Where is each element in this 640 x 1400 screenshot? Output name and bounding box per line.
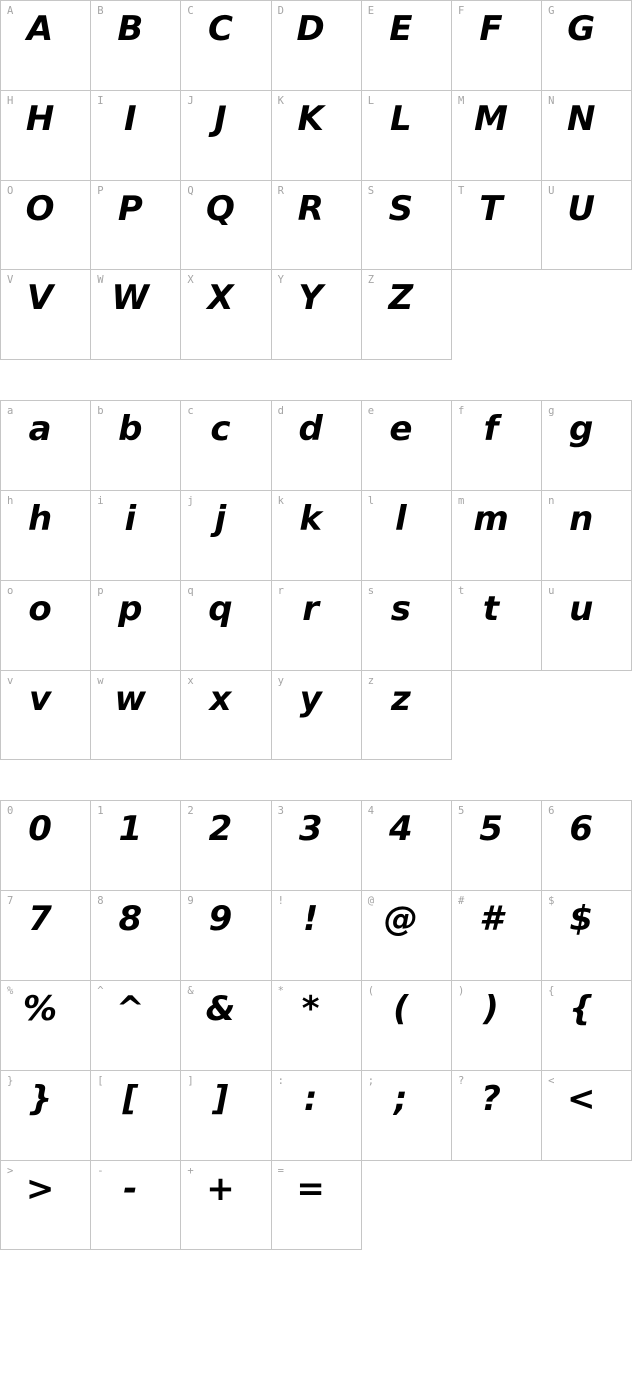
char-glyph: ^ [116, 988, 145, 1029]
char-glyph: B [117, 9, 144, 49]
char-label: T [457, 184, 465, 197]
char-label: G [548, 5, 555, 17]
char-glyph: W [111, 278, 150, 319]
char-cell [91, 670, 181, 760]
char-glyph: b [118, 409, 143, 450]
char-label: > [7, 1164, 14, 1177]
char-label: q [187, 584, 194, 597]
char-glyph: d [298, 409, 323, 450]
char-cell [542, 1, 632, 91]
char-label: X [187, 274, 194, 287]
char-label: } [7, 1074, 14, 1087]
char-glyph: A [26, 9, 54, 49]
char-glyph: D [296, 9, 325, 49]
char-label: v [7, 674, 14, 687]
char-glyph: G [567, 9, 596, 49]
char-cell [271, 401, 361, 491]
char-cell [451, 90, 541, 180]
char-label: U [548, 184, 555, 197]
char-glyph: i [124, 498, 137, 539]
char-label: K [277, 94, 284, 107]
char-glyph: J [214, 98, 227, 139]
char-glyph: 8 [118, 899, 143, 940]
char-cell [1, 580, 91, 670]
char-glyph: w [114, 678, 146, 719]
charmap-row [1, 490, 632, 580]
char-glyph: = [296, 1168, 325, 1209]
char-label: z [367, 674, 375, 687]
char-label: # [457, 895, 465, 908]
char-label: = [277, 1164, 284, 1177]
char-label: B [97, 5, 104, 17]
char-label: O [7, 184, 14, 197]
char-cell [1, 1160, 91, 1250]
char-glyph: Y [298, 278, 323, 319]
char-glyph: M [474, 98, 508, 139]
char-glyph: f [483, 409, 499, 450]
char-glyph: @ [383, 899, 418, 940]
char-label: 4 [367, 805, 375, 818]
char-glyph: y [299, 678, 322, 719]
char-cell [181, 1, 271, 91]
charmap-row [1, 180, 632, 270]
char-glyph: O [25, 188, 55, 229]
char-label: u [548, 584, 555, 597]
char-glyph: ! [302, 899, 319, 940]
char-cell [1, 270, 91, 360]
char-label: d [277, 405, 284, 418]
char-label: ] [187, 1074, 194, 1087]
char-label: L [367, 94, 375, 107]
char-glyph: Q [206, 188, 235, 229]
char-glyph: # [479, 899, 503, 940]
char-label: b [97, 405, 104, 418]
char-label: : [277, 1074, 284, 1087]
char-cell [451, 980, 541, 1070]
char-cell [1, 401, 91, 491]
char-cell [542, 1070, 632, 1160]
char-glyph: ] [212, 1078, 229, 1119]
char-cell [271, 580, 361, 670]
char-cell [1, 490, 91, 580]
char-cell [1, 670, 91, 760]
char-glyph: c [210, 409, 231, 450]
char-cell [181, 270, 271, 360]
char-cell [271, 270, 361, 360]
char-glyph: z [390, 678, 411, 719]
char-cell [1, 1, 91, 91]
char-cell [542, 801, 632, 891]
char-label: Y [277, 274, 284, 287]
char-glyph: k [299, 498, 322, 539]
char-glyph: e [389, 409, 413, 450]
char-cell [451, 801, 541, 891]
char-label: 5 [457, 805, 465, 818]
char-label: H [7, 94, 14, 107]
char-glyph: - [123, 1168, 138, 1209]
char-glyph: + [206, 1168, 235, 1209]
char-glyph: L [390, 98, 412, 139]
char-label: e [367, 405, 375, 418]
char-glyph: 1 [118, 809, 143, 850]
char-label: D [277, 5, 284, 17]
char-cell [91, 980, 181, 1070]
char-cell [361, 670, 451, 760]
char-cell [91, 90, 181, 180]
char-glyph: 2 [208, 809, 233, 850]
char-glyph: 7 [28, 899, 52, 940]
lowercase-table [0, 400, 632, 760]
charmap-row [1, 401, 632, 491]
char-label: < [548, 1074, 555, 1087]
char-cell [271, 980, 361, 1070]
char-cell [271, 180, 361, 270]
char-label: m [457, 494, 465, 507]
uppercase-table [0, 0, 632, 360]
char-cell [542, 891, 632, 981]
char-cell [361, 1070, 451, 1160]
char-cell [1, 801, 91, 891]
char-cell [271, 1160, 361, 1250]
char-glyph: a [28, 409, 52, 450]
char-label: h [7, 494, 14, 507]
char-label: { [548, 984, 555, 997]
char-label: ; [367, 1074, 375, 1087]
char-glyph: F [479, 9, 503, 49]
char-cell [271, 891, 361, 981]
char-cell [1, 980, 91, 1070]
char-glyph: N [566, 98, 596, 139]
char-glyph: 4 [389, 809, 413, 850]
char-glyph: I [123, 98, 137, 139]
char-cell [451, 891, 541, 981]
char-glyph: h [27, 498, 53, 539]
char-label: p [97, 584, 104, 597]
char-cell [451, 401, 541, 491]
char-cell [451, 1, 541, 91]
char-cell [361, 801, 451, 891]
char-label: ^ [97, 984, 104, 997]
char-cell [181, 980, 271, 1070]
char-glyph: s [390, 588, 411, 629]
char-cell [91, 270, 181, 360]
char-label: [ [97, 1074, 104, 1087]
char-label: * [277, 984, 284, 997]
char-label: 3 [277, 805, 284, 818]
char-label: n [548, 494, 555, 507]
char-glyph: & [205, 988, 236, 1029]
char-glyph: 3 [298, 809, 323, 850]
char-cell [361, 90, 451, 180]
char-cell [91, 801, 181, 891]
char-label: I [97, 94, 104, 107]
char-glyph: 0 [28, 809, 52, 850]
charmap-row [1, 1, 632, 91]
char-label: y [277, 674, 284, 687]
char-cell [181, 490, 271, 580]
char-cell [91, 1070, 181, 1160]
char-label: Q [187, 184, 194, 197]
char-glyph: K [297, 98, 324, 139]
char-glyph: [ [122, 1078, 139, 1119]
char-cell [181, 801, 271, 891]
char-label: j [187, 494, 194, 507]
char-glyph: v [29, 678, 52, 719]
char-label: C [187, 5, 194, 17]
char-label: % [7, 984, 14, 997]
char-label: 7 [7, 895, 14, 908]
char-cell [91, 1160, 181, 1250]
char-glyph: 5 [479, 809, 503, 850]
char-label: E [367, 5, 375, 17]
char-label: A [7, 5, 14, 17]
char-label: ? [457, 1074, 465, 1087]
char-label: 9 [187, 895, 194, 908]
char-cell [181, 670, 271, 760]
char-cell [271, 1070, 361, 1160]
char-glyph: ( [393, 988, 409, 1029]
char-glyph: H [25, 98, 55, 139]
char-cell [91, 490, 181, 580]
char-cell [451, 1070, 541, 1160]
char-cell [451, 580, 541, 670]
charmap-row [1, 270, 632, 360]
char-label: ! [277, 895, 284, 908]
char-glyph: q [208, 588, 233, 629]
char-glyph: $ [569, 899, 594, 940]
char-cell [271, 670, 361, 760]
char-label: 1 [97, 805, 104, 818]
char-cell [361, 1, 451, 91]
char-cell [181, 1070, 271, 1160]
charmap-row [1, 891, 632, 981]
char-glyph: % [23, 988, 58, 1029]
char-cell [542, 980, 632, 1070]
char-label: x [187, 674, 194, 687]
char-glyph: P [117, 188, 143, 229]
char-glyph: } [27, 1078, 53, 1119]
char-label: R [277, 184, 284, 197]
charmap-row [1, 980, 632, 1070]
char-label: w [97, 674, 104, 687]
char-label: i [97, 494, 104, 507]
char-cell [181, 1160, 271, 1250]
char-cell [542, 490, 632, 580]
char-cell [271, 1, 361, 91]
char-label: o [7, 584, 14, 597]
char-glyph: < [566, 1078, 596, 1119]
char-cell [361, 891, 451, 981]
char-label: a [7, 405, 14, 418]
char-glyph: g [569, 409, 594, 450]
char-glyph: l [395, 498, 407, 539]
char-glyph: C [207, 9, 233, 49]
char-label: 2 [187, 805, 194, 818]
char-cell [271, 490, 361, 580]
char-cell [361, 980, 451, 1070]
charmap-row [1, 1070, 632, 1160]
char-glyph: U [567, 188, 596, 229]
char-glyph: r [302, 588, 320, 629]
char-glyph: 6 [569, 809, 594, 850]
char-cell [91, 401, 181, 491]
char-glyph: * [301, 988, 320, 1029]
char-label: P [97, 184, 104, 197]
char-glyph: T [479, 188, 503, 229]
char-label: ) [457, 984, 465, 997]
char-label: Z [367, 274, 375, 287]
char-label: @ [367, 895, 375, 908]
char-label: 8 [97, 895, 104, 908]
char-glyph: : [303, 1078, 318, 1119]
char-label: J [187, 94, 194, 107]
char-label: - [97, 1164, 104, 1177]
char-cell [361, 270, 451, 360]
char-label: S [367, 184, 375, 197]
char-label: ( [367, 984, 375, 997]
char-cell [451, 490, 541, 580]
char-cell [91, 891, 181, 981]
char-cell [271, 801, 361, 891]
char-glyph: j [214, 498, 227, 539]
char-cell [181, 180, 271, 270]
char-label: F [457, 5, 465, 17]
char-cell [181, 401, 271, 491]
symbols-table [0, 800, 632, 1250]
char-label: N [548, 94, 555, 107]
charmap-row [1, 90, 632, 180]
char-label: $ [548, 895, 555, 908]
char-cell [361, 580, 451, 670]
charmap-row [1, 580, 632, 670]
char-label: V [7, 274, 14, 287]
char-cell [1, 180, 91, 270]
char-glyph: V [26, 278, 54, 319]
char-cell [542, 90, 632, 180]
char-cell [1, 90, 91, 180]
char-cell [361, 401, 451, 491]
char-glyph: t [482, 588, 500, 629]
char-label: t [457, 584, 465, 597]
char-label: 6 [548, 805, 555, 818]
char-cell [91, 580, 181, 670]
char-glyph: n [569, 498, 594, 539]
char-label: M [457, 94, 465, 107]
char-glyph: p [118, 588, 143, 629]
char-cell [181, 891, 271, 981]
char-glyph: 9 [208, 899, 233, 940]
char-cell [1, 891, 91, 981]
char-label: k [277, 494, 284, 507]
char-glyph: ; [394, 1078, 408, 1119]
char-glyph: u [569, 588, 594, 629]
char-cell [181, 580, 271, 670]
char-cell [1, 1070, 91, 1160]
char-label: 0 [7, 805, 14, 818]
char-cell [542, 580, 632, 670]
char-label: & [187, 984, 194, 997]
char-label: s [367, 584, 375, 597]
char-glyph: S [388, 188, 414, 229]
char-label: l [367, 494, 375, 507]
char-glyph: E [389, 9, 413, 49]
char-cell [91, 1, 181, 91]
char-cell [361, 180, 451, 270]
char-label: W [97, 274, 104, 287]
char-glyph: o [28, 588, 52, 629]
char-glyph: R [297, 188, 324, 229]
char-glyph: x [209, 678, 232, 719]
char-glyph: Z [388, 278, 414, 319]
char-glyph: m [473, 498, 509, 539]
charmap-row [1, 670, 632, 760]
char-cell [91, 180, 181, 270]
char-glyph: { [569, 988, 594, 1029]
char-label: c [187, 405, 194, 418]
char-cell [451, 180, 541, 270]
char-label: r [277, 584, 284, 597]
char-glyph: ? [481, 1078, 501, 1119]
charmap-row [1, 1160, 632, 1250]
char-label: g [548, 405, 555, 418]
char-cell [542, 401, 632, 491]
charmap-row [1, 801, 632, 891]
char-glyph: X [207, 278, 234, 319]
char-cell [271, 90, 361, 180]
char-label: + [187, 1164, 194, 1177]
char-glyph: ) [483, 988, 499, 1029]
char-cell [542, 180, 632, 270]
char-cell [181, 90, 271, 180]
char-label: f [457, 405, 465, 418]
char-glyph: > [25, 1168, 55, 1209]
char-cell [361, 490, 451, 580]
